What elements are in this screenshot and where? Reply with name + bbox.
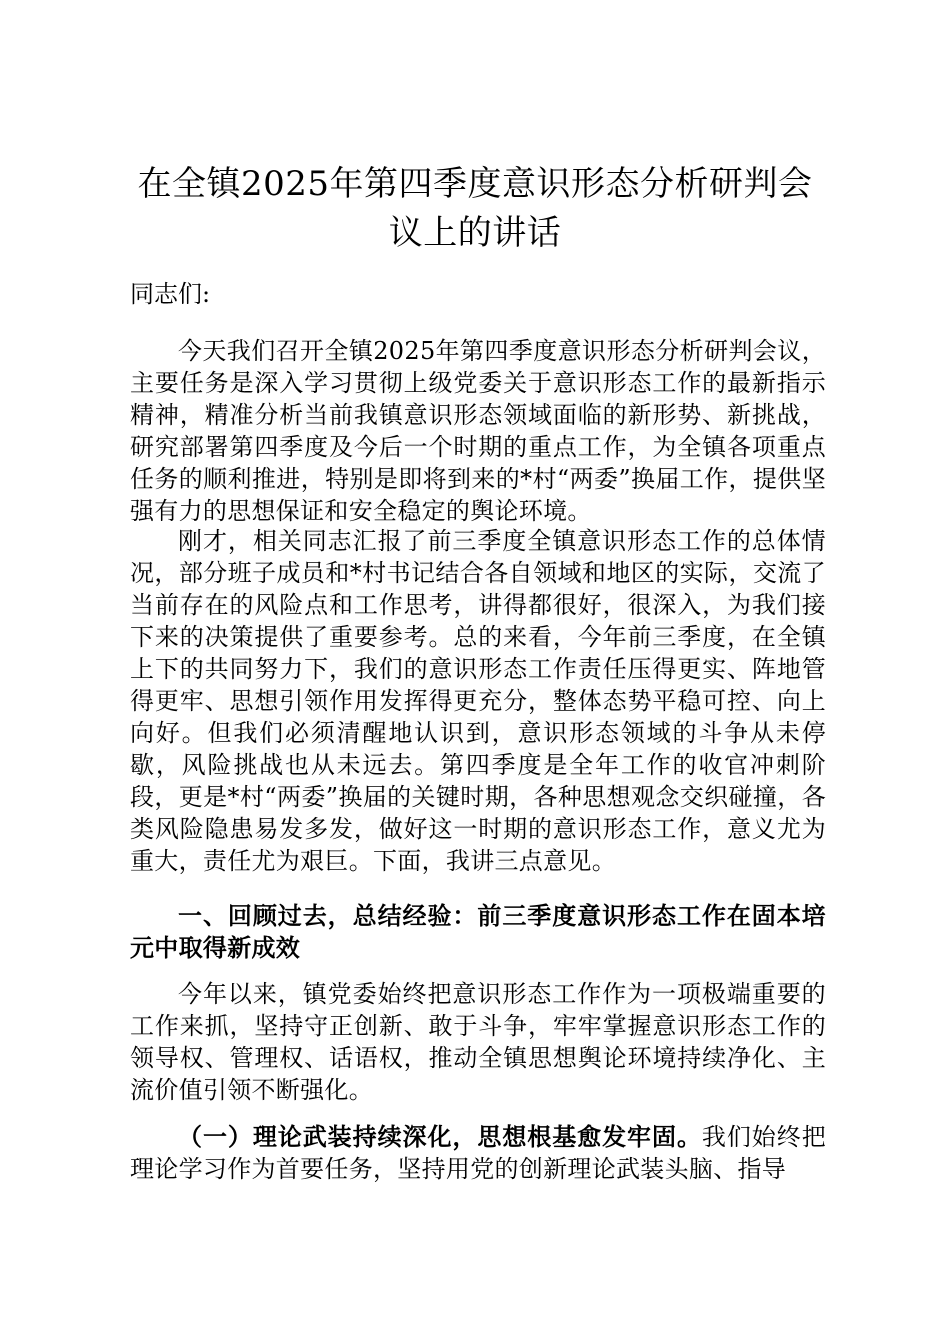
paragraph-overview: 刚才，相关同志汇报了前三季度全镇意识形态工作的总体情况，部分班子成员和*村书记结合各自领域和地区的实际，交流了当前存在的风险点和工作思考，讲得都很好，很深入，为我们接下来的决策提供了重要参考。总的来看，今年前三季度，在全镇上下的共同努力下，我们的意识形态工作责任压得更实、阵地管得更牢、思想引领作用发挥得更充分，整体态势平稳可控、向上向好。但我们必须清醒地认识到，意识形态领域的斗争从未停歇，风险挑战也从未远去。第四季度是全年工作的收官冲刺阶段，更是*村“两委”换届的关键时期，各种思想观念交织碰撞，各类风险隐患易发多发，做好这一时期的意识形态工作，意义尤为重大，责任尤为艰巨。下面，我讲三点意见。 bbox=[130, 527, 826, 875]
subsection-heading: （一）理论武装持续深化，思想根基愈发牢固。 bbox=[178, 1122, 702, 1151]
section-heading-one: 一、回顾过去，总结经验：前三季度意识形态工作在固本培元中取得新成效 bbox=[130, 901, 826, 962]
paragraph-opening: 今天我们召开全镇2025年第四季度意识形态分析研判会议，主要任务是深入学习贯彻上级党委关于意识形态工作的最新指示精神，精准分析当前我镇意识形态领域面临的新形势、新挑战，研究部署第四季度及今后一个时期的重点工作，为全镇各项重点任务的顺利推进，特别是即将到来的*村“两委”换届工作，提供坚强有力的思想保证和安全稳定的舆论环境。 bbox=[130, 337, 826, 525]
salutation: 同志们: bbox=[130, 280, 211, 308]
subsection-body-text: 我们始终把理论学习作为首要任务，坚持用党的创新理论武装头脑、指导 bbox=[130, 1123, 826, 1183]
document-title: 在全镇2025年第四季度意识形态分析研判会议上的讲话 bbox=[137, 164, 813, 253]
paragraph-section-one-intro: 今年以来，镇党委始终把意识形态工作作为一项极端重要的工作来抓，坚持守正创新、敢于斗争，牢牢掌握意识形态工作的领导权、管理权、话语权，推动全镇思想舆论环境持续净化、主流价值引领不断强化。 bbox=[130, 980, 826, 1104]
paragraph-subsection-one bbox=[130, 1121, 826, 1185]
